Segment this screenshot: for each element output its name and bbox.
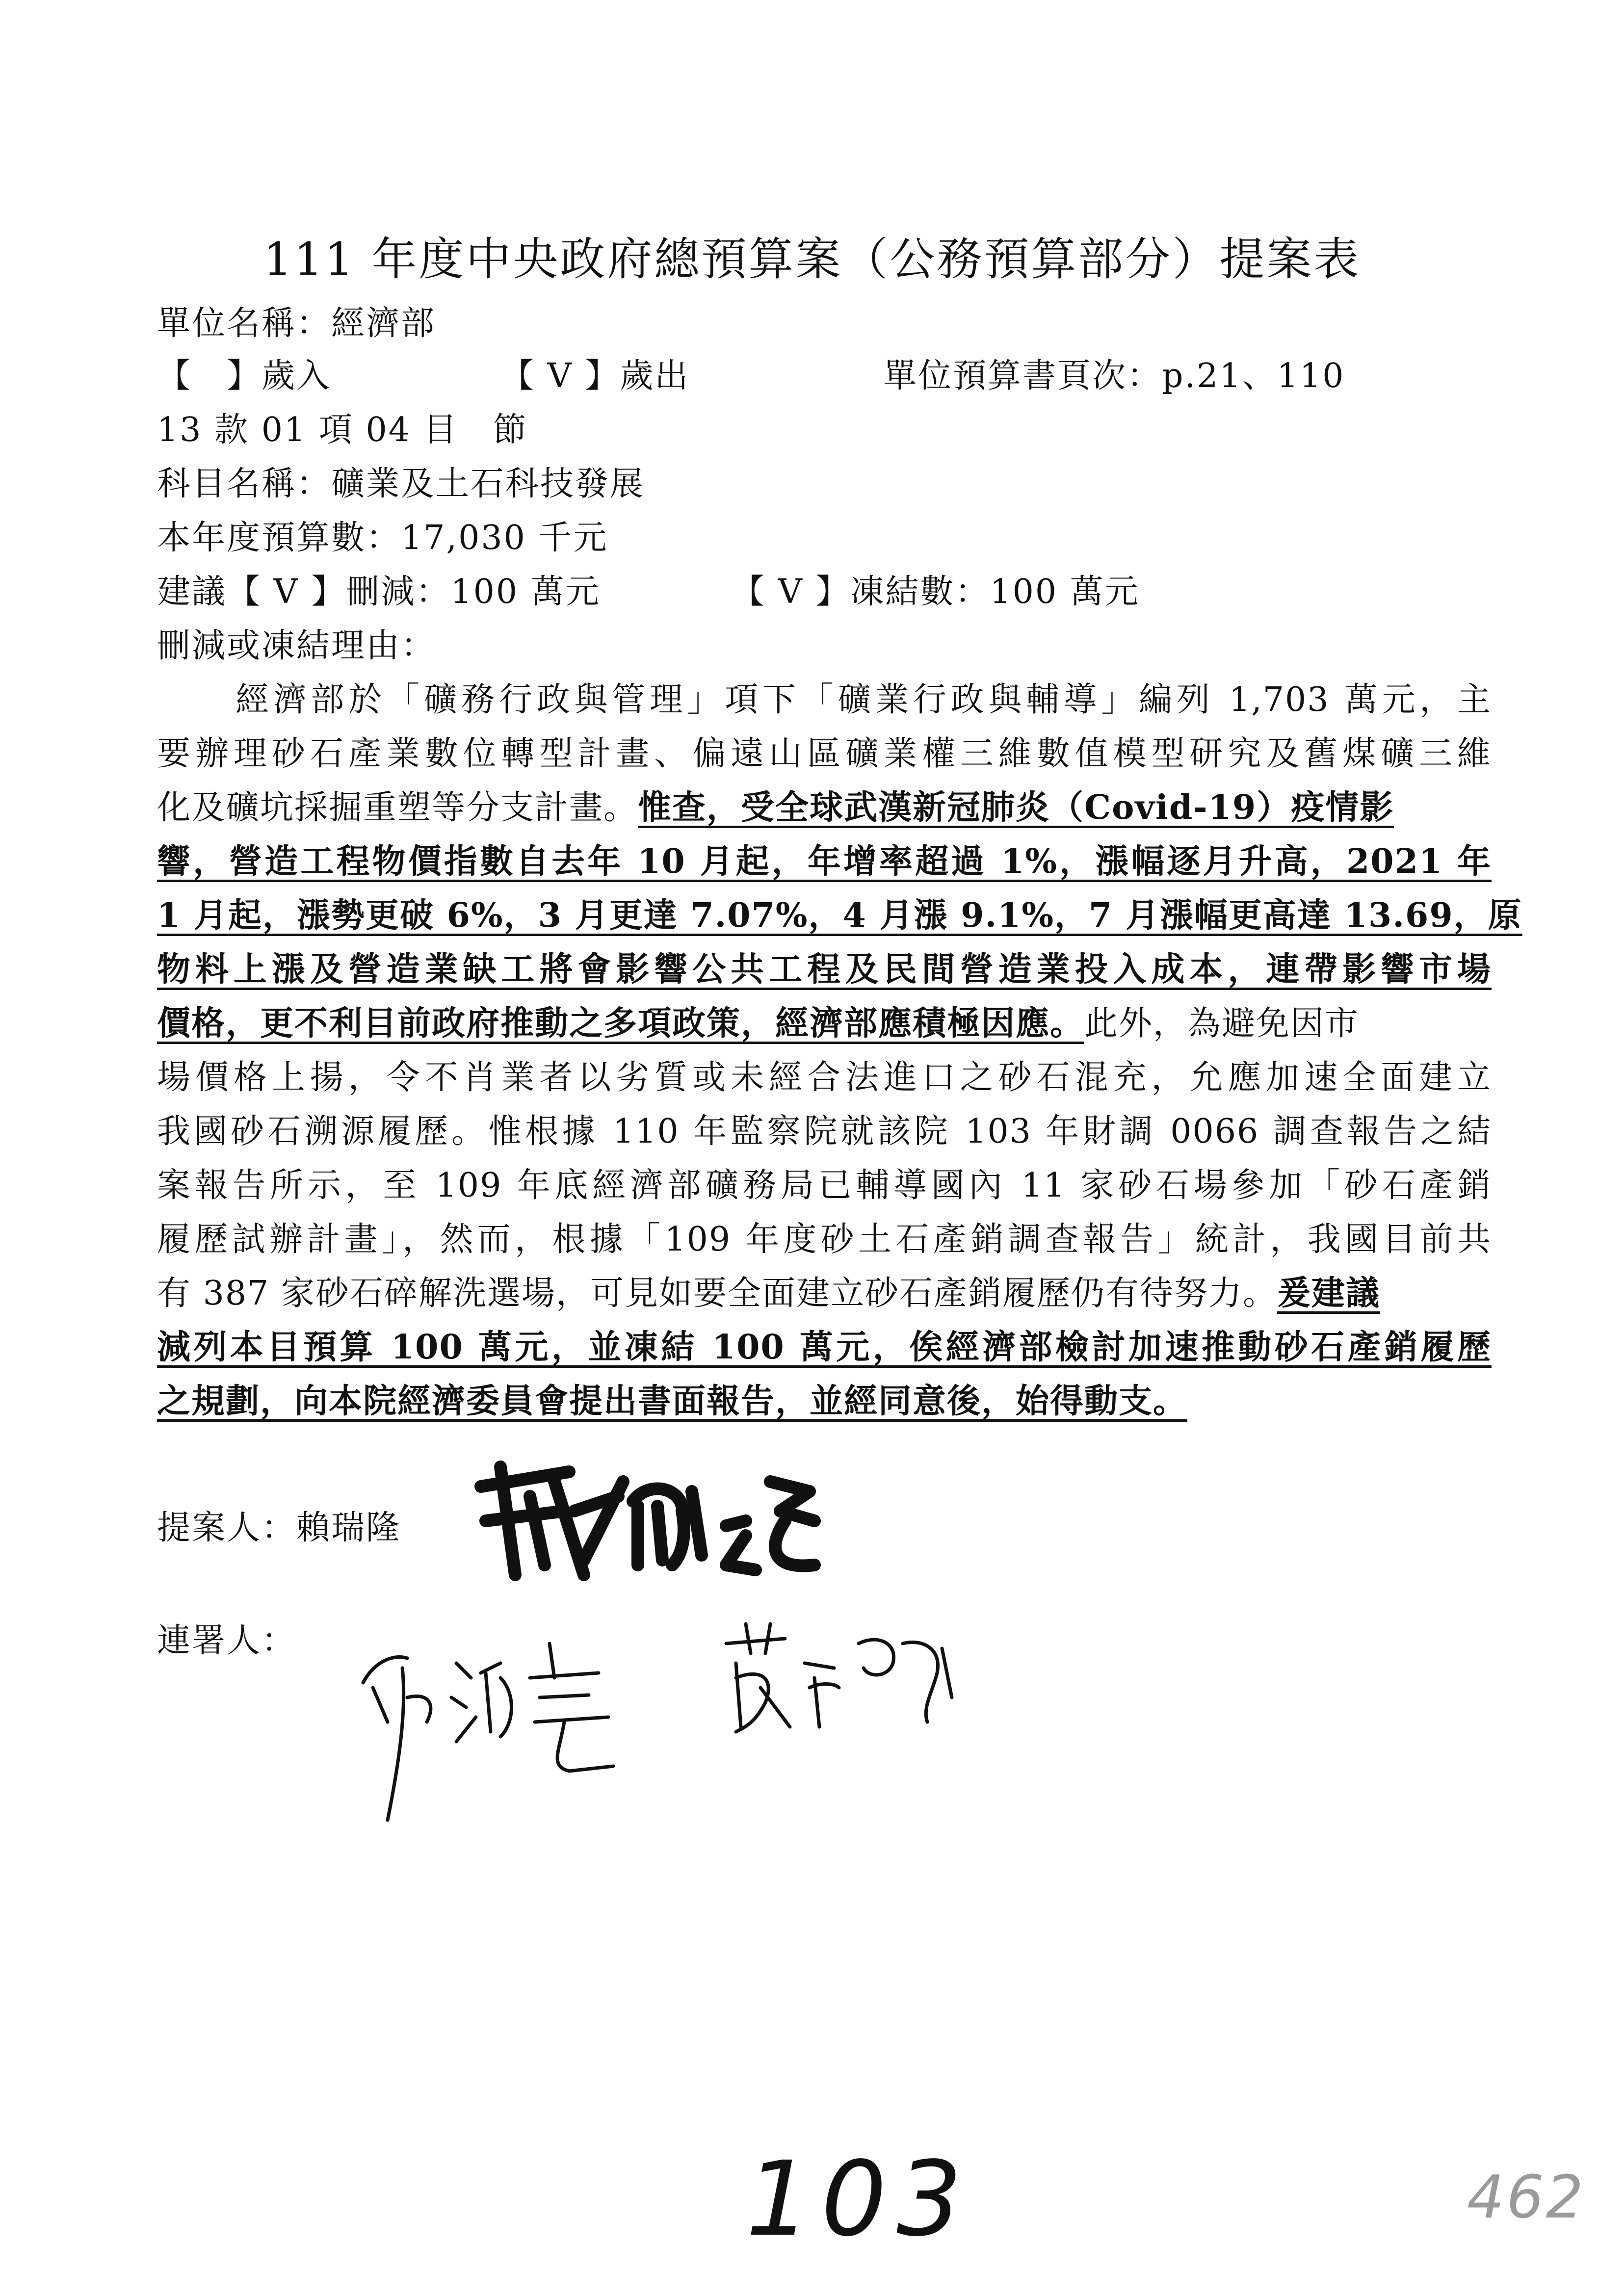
reason-label: 刪減或凍結理由：: [157, 626, 436, 665]
revenue-checkbox: 【 】歲入: [157, 357, 332, 395]
pencil-page-number: 462: [1467, 2164, 1586, 2232]
body-line-10: 案報告所示，至 109 年底經濟部礦務局已輔導國內 11 家砂石場參加「砂石產銷: [157, 1166, 1492, 1205]
body-line-9: 我國砂石溯源履歷。惟根據 110 年監察院就該院 103 年財調 0066 調查報告之結: [157, 1112, 1492, 1151]
body-line-12-a: 有 387 家砂石碎解洗選場，可見如要全面建立砂石產銷履歷仍有待努力。: [157, 1274, 1278, 1313]
body-line-3-b: 惟查，受全球武漢新冠肺炎（Covid-19）疫情影: [638, 788, 1394, 827]
budget-pages: 單位預算書頁次：p.21、110: [883, 357, 1345, 395]
budget-section: 13 款 01 項 04 目 節: [157, 411, 528, 449]
body-line-12: [157, 1267, 1492, 1314]
body-line-3: [157, 781, 1492, 829]
body-line-6: 物料上漲及營造業缺工將會影響公共工程及民間營造業投入成本，連帶影響市場: [157, 950, 1492, 989]
body-line-7-a: 價格，更不利目前政府推動之多項政策，經濟部應積極因應。: [157, 1004, 1085, 1043]
proposer-signature: [471, 1452, 824, 1590]
cosigner-label: 連署人：: [157, 1621, 297, 1660]
body-line-13: 減列本目預算 100 萬元，並凍結 100 萬元，俟經濟部檢討加速推動砂石產銷履歷: [157, 1328, 1492, 1367]
body-line-5: 1 月起，漲勢更破 6%，3 月更達 7.07%，4 月漲 9.1%，7 月漲幅更高達 13.69，原: [157, 896, 1522, 935]
cosigner-signature-2: [716, 1614, 962, 1742]
body-line-4: 響，營造工程物價指數自去年 10 月起，年增率超過 1%，漲幅逐月升高，2021 年: [157, 842, 1492, 881]
body-line-11: 履歷試辦計畫」，然而，根據「109 年度砂土石產銷調查報告」統計，我國目前共: [157, 1220, 1492, 1259]
unit-name: 單位名稱：經濟部: [157, 304, 436, 343]
body-line-8: 場價格上揚，令不肖業者以劣質或未經合法進口之砂石混充，允應加速全面建立: [157, 1058, 1492, 1097]
body-line-1: 經濟部於「礦務行政與管理」項下「礦業行政與輔導」編列 1,703 萬元，主: [236, 680, 1492, 719]
expenditure-checkbox: 【 V 】歲出: [500, 357, 690, 395]
body-line-3-a: 化及礦坑採掘重塑等分支計畫。: [157, 788, 638, 827]
body-line-7-b: 此外，為避免因市: [1084, 1004, 1360, 1043]
body-line-2: 要辦理砂石產業數位轉型計畫、偏遠山區礦業權三維數值模型研究及舊煤礦三維: [157, 734, 1492, 773]
body-line-12-b: 爰建議: [1277, 1274, 1381, 1313]
page-title: 111 年度中央政府總預算案（公務預算部分）提案表: [263, 233, 1361, 286]
cosigner-signature-1: [353, 1624, 628, 1830]
proposer-label: 提案人：賴瑞隆: [157, 1509, 401, 1547]
body-line-7: [157, 997, 1492, 1044]
freeze-amount: 【 V 】凍結數：100 萬元: [731, 573, 1140, 611]
budget-amount: 本年度預算數：17,030 千元: [157, 519, 608, 557]
body-line-14: 之規劃，向本院經濟委員會提出書面報告，並經同意後，始得動支。: [157, 1382, 1188, 1421]
cut-amount: 建議【 V 】刪減：100 萬元: [157, 573, 601, 611]
subject-name: 科目名稱：礦業及土石科技發展: [157, 465, 645, 503]
handwritten-page-number: 103: [746, 2139, 972, 2259]
